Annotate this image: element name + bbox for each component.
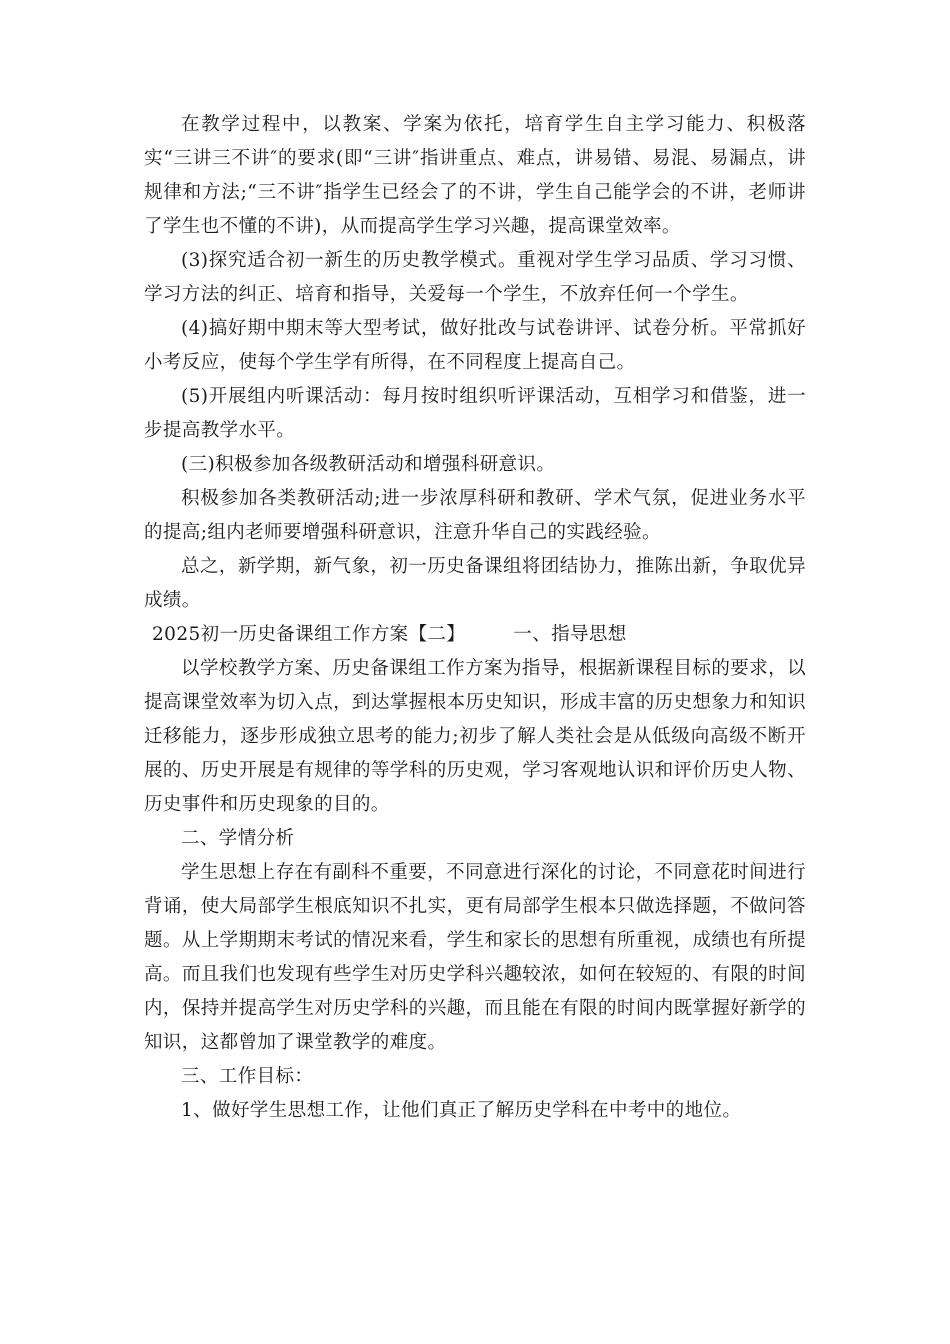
section-guiding-thought: 一、指导思想: [513, 624, 627, 645]
paragraph-item-3: (3)探究适合初一新生的历史教学模式。重视对学生学习品质、学习习惯、学习方法的纠正、培育和指导，关爱每一个学生，不放弃任何一个学生。: [144, 250, 806, 305]
paragraph-guiding-thought: 以学校教学方案、历史备课组工作方案为指导，根据新课程目标的要求，以提高课堂效率为切入点，到达掌握根本历史知识，形成丰富的历史想象力和知识迁移能力，逐步形成独立思考的能力;初步了解人类社会是从低级向高级不断开展的、历史开展是有规律的等学科的历史观，学习客观地认识和评价历史人物、历史事件和历史现象的目的。: [144, 658, 806, 815]
paragraph-section-three: (三)积极参加各级教研活动和增强科研意识。: [181, 454, 556, 475]
section-student-analysis-heading: 二、学情分析: [181, 828, 295, 849]
plan-title: 2025初一历史备课组工作方案【二】: [152, 624, 466, 645]
paragraph-research: 积极参加各类教研活动;进一步浓厚科研和教研、学术气氛，促进业务水平的提高;组内老师要增强科研意识，注意升华自己的实践经验。: [144, 488, 806, 543]
paragraph-teaching-process: 在教学过程中，以教案、学案为依托，培育学生自主学习能力、积极落实“三讲三不讲″的要求(即“三讲″指讲重点、难点，讲易错、易混、易漏点，讲规律和方法;“三不讲″指学生已经会了的不讲，学生自己能学会的不讲，老师讲了学生也不懂的不讲)，从而提高学生学习兴趣，提高课堂效率。: [144, 114, 806, 237]
paragraph-goal-1: 1、做好学生思想工作，让他们真正了解历史学科在中考中的地位。: [181, 1100, 742, 1121]
section-work-goals-heading: 三、工作目标：: [181, 1066, 314, 1087]
paragraph-item-4: (4)搞好期中期末等大型考试，做好批改与试卷讲评、试卷分析。平常抓好小考反应，使每个学生学有所得，在不同程度上提高自己。: [144, 318, 806, 373]
paragraph-item-5: (5)开展组内听课活动：每月按时组织听评课活动，互相学习和借鉴，进一步提高教学水平。: [144, 386, 806, 441]
plan-heading-line: [144, 618, 806, 652]
paragraph-student-analysis: 学生思想上存在有副科不重要，不同意进行深化的讨论，不同意花时间进行背诵，使大局部学生根底知识不扎实，更有局部学生根本只做选择题，不做问答题。从上学期期末考试的情况来看，学生和家长的思想有所重视，成绩也有所提高。而且我们也发现有些学生对历史学科兴趣较浓，如何在较短的、有限的时间内，保持并提高学生对历史学科的兴趣，而且能在有限的时间内既掌握好新学的知识，这都曾加了课堂教学的难度。: [144, 862, 806, 1053]
paragraph-summary: 总之，新学期，新气象，初一历史备课组将团结协力，推陈出新，争取优异成绩。: [144, 556, 806, 611]
document-page: [144, 108, 806, 1128]
